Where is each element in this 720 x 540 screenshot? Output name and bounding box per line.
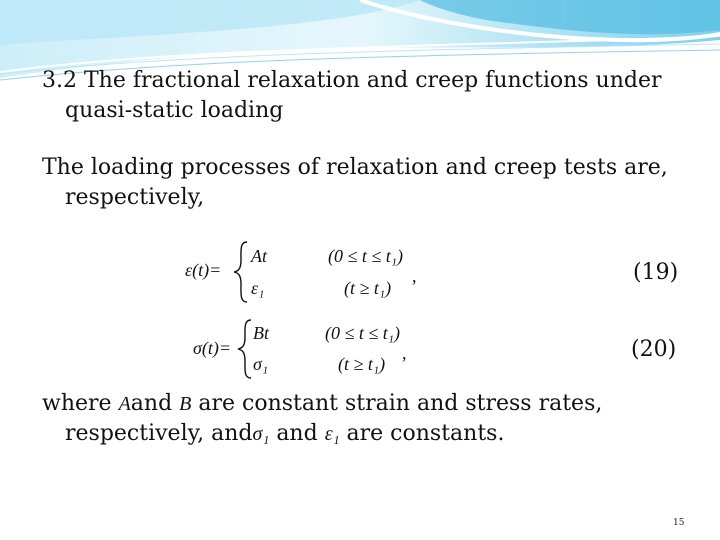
eq20-case2-cond: (t ≥ t₁) [338,354,386,374]
where-line-2 [42,419,702,449]
where-line-1-rest: are constant strain and stress rates, [198,391,603,416]
intro-line-2: respectively, [65,185,205,210]
intro-paragraph [42,153,692,213]
where-paragraph [42,389,702,449]
eq20-number: (20) [631,337,677,362]
symbol-a: A [118,393,131,415]
where-line-1 [42,389,702,419]
eq19-comma: , [412,266,417,286]
eq19-lhs: ε(t)= [185,260,222,280]
where-and-2: and [276,421,318,446]
where-and-1: and [130,391,173,416]
eq19-case1-expr: At [251,246,267,266]
eq19-case2-cond: (t ≥ t₁) [344,278,392,298]
symbol-sigma1: σ₁ [252,423,270,445]
slide-title [42,66,682,126]
eq19-number: (19) [633,260,679,285]
where-line-2-start: respectively, and [65,421,253,446]
intro-line-1: The loading processes of relaxation and creep tests are, [42,155,668,180]
eq20-case1-cond: (0 ≤ t ≤ t₁) [325,323,401,343]
eq19-case2-expr: ε₁ [251,278,265,298]
eq19-case1-cond: (0 ≤ t ≤ t₁) [328,246,404,266]
eq20-case1-expr: Bt [253,323,269,343]
where-line-2-end: are constants. [346,421,505,446]
eq19-brace [232,240,250,304]
eq20-lhs: σ(t)= [193,338,232,358]
symbol-b: B [179,393,192,415]
eq20-brace [236,318,254,380]
title-line-1: 3.2 The fractional relaxation and creep functions under [42,68,662,93]
page-number: 15 [673,518,685,528]
symbol-epsilon1: ε₁ [324,423,340,445]
title-line-2: quasi-static loading [65,98,284,123]
where-word: where [42,391,112,416]
eq20-case2-expr: σ₁ [253,354,269,374]
eq20-comma: , [402,343,407,363]
